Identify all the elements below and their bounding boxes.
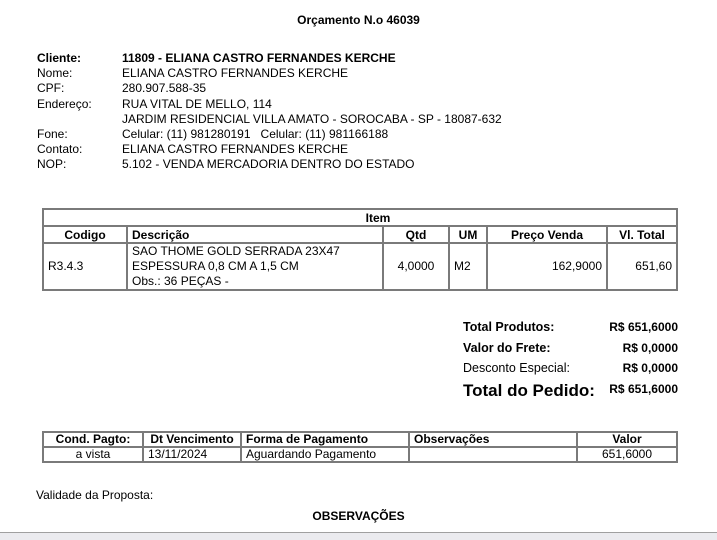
desconto-value: R$ 0,0000: [622, 361, 678, 375]
item-codigo: R3.4.3: [43, 243, 127, 290]
desconto-label: Desconto Especial:: [463, 361, 571, 375]
nop-value: 5.102 - VENDA MERCADORIA DENTRO DO ESTADO: [122, 157, 415, 172]
name-value: ELIANA CASTRO FERNANDES KERCHE: [122, 66, 349, 81]
col-forma-pagamento: Forma de Pagamento: [241, 432, 409, 447]
total-pedido-row: [463, 379, 678, 400]
address-value: RUA VITAL DE MELLO, 114: [122, 96, 272, 111]
pay-obs: [409, 447, 577, 462]
nop-label: NOP:: [37, 157, 67, 172]
item-preco-venda: 162,9000: [487, 243, 607, 290]
table-row: [43, 447, 677, 462]
payment-table: [42, 431, 678, 463]
total-pedido-value: R$ 651,6000: [609, 381, 678, 396]
col-vl-total: Vl. Total: [607, 226, 677, 243]
total-produtos-row: [463, 317, 678, 338]
col-codigo: Codigo: [43, 226, 127, 243]
item-vl-total: 651,60: [607, 243, 677, 290]
item-descricao-line: SAO THOME GOLD SERRADA 23X47: [132, 244, 340, 258]
contact-value: ELIANA CASTRO FERNANDES KERCHE: [122, 142, 349, 157]
phone-label: Fone:: [37, 126, 68, 141]
item-descricao-line: ESPESSURA 0,8 CM A 1,5 CM: [132, 259, 299, 273]
total-produtos-value: R$ 651,6000: [609, 320, 678, 334]
col-descricao: Descrição: [127, 226, 383, 243]
address-label: Endereço:: [37, 96, 92, 111]
total-produtos-label: Total Produtos:: [463, 320, 555, 334]
contact-label: Contato:: [37, 142, 83, 157]
pay-vencimento: 13/11/2024: [143, 447, 241, 462]
col-cond-pagto: Cond. Pagto:: [43, 432, 143, 447]
valor-frete-label: Valor do Frete:: [463, 340, 551, 355]
pay-forma: Aguardando Pagamento: [241, 447, 409, 462]
col-observacoes: Observações: [409, 432, 577, 447]
name-label: Nome:: [37, 66, 73, 81]
page-title: Orçamento N.o 46039: [297, 13, 420, 27]
items-caption: Item: [43, 209, 677, 226]
pay-valor: 651,6000: [577, 447, 677, 462]
col-preco-venda: Preço Venda: [487, 226, 607, 243]
valor-frete-value: R$ 0,0000: [622, 340, 678, 355]
desconto-row: [463, 358, 678, 379]
table-row: [43, 243, 677, 290]
total-pedido-label: Total do Pedido:: [463, 380, 595, 400]
cpf-label: CPF:: [37, 81, 65, 96]
col-um: UM: [449, 226, 487, 243]
address-value-2: JARDIM RESIDENCIAL VILLA AMATO - SOROCABA - SP - 18087-632: [122, 111, 502, 126]
item-um: M2: [449, 243, 487, 290]
client-label: Cliente:: [37, 51, 82, 65]
phone-value: Celular: (11) 981280191 Celular: (11) 981166188: [122, 126, 389, 141]
valor-frete-row: [463, 338, 678, 359]
cpf-value: 280.907.588-35: [122, 81, 207, 96]
item-qtd: 4,0000: [383, 243, 449, 290]
col-qtd: Qtd: [383, 226, 449, 243]
pay-cond: a vista: [43, 447, 143, 462]
totals-section: [463, 317, 678, 399]
observacoes-title: OBSERVAÇÕES: [312, 509, 405, 523]
items-table: [42, 208, 678, 291]
item-obs-line: Obs.: 36 PEÇAS -: [132, 274, 229, 288]
col-valor: Valor: [577, 432, 677, 447]
item-descricao: [127, 243, 383, 290]
client-value: 11809 - ELIANA CASTRO FERNANDES KERCHE: [122, 51, 396, 65]
col-dt-vencimento: Dt Vencimento: [143, 432, 241, 447]
validade-label: Validade da Proposta:: [36, 488, 154, 502]
